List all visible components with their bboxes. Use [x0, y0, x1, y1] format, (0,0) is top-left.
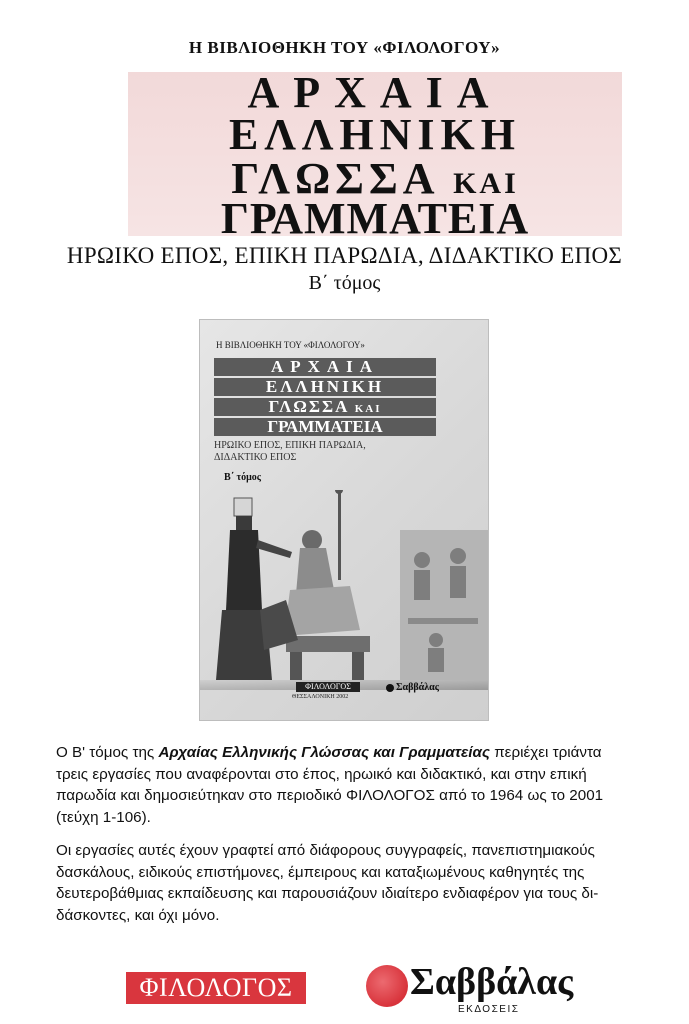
paragraph-1-line-3: παρωδία και δημοσιεύτηκαν στο περιοδικό ΦΙΛΟΛΟΓΟΣ από το 1964 ως το 2001: [56, 787, 604, 804]
paragraph-1-post: περιέχει τριάντα: [489, 744, 602, 761]
cover-volume: Β΄ τόμος: [224, 472, 261, 483]
book-cover: [200, 320, 488, 720]
paragraph-2-line-4: δάσκοντες, και όχι μόνο.: [56, 906, 220, 924]
title-glossa: ΓΛΩΣΣΑ: [231, 154, 438, 203]
series-heading: Η ΒΙΒΛΙΟΘΗΚΗ ΤΟΥ «ΦΙΛΟΛΟΓΟΥ»: [188, 38, 501, 57]
volume-label: Β΄ τόμος: [308, 272, 381, 294]
filologos-logo: ΦΙΛΟΛΟΓΟΣ: [126, 972, 306, 1004]
cover-title-1: ΑΡΧΑΙΑ: [270, 357, 380, 376]
paragraph-2-line-2: δασκάλους, ειδικούς επιστήμονες, έμπειρους και καταξιωμένους καθηγητές της: [56, 863, 585, 881]
cover-subtitle-2: ΔΙΔΑΚΤΙΚΟ ΕΠΟΣ: [214, 452, 297, 463]
savvalas-circle-icon: [366, 965, 408, 1007]
seated-figure: [260, 490, 370, 682]
paragraph-1-line-1: [56, 742, 636, 764]
cover-conjunction: ΚΑΙ: [354, 403, 382, 415]
description-paragraph-2: [56, 840, 636, 926]
cover-title-4: ΓΡΑΜΜΑΤΕΙΑ: [267, 417, 383, 436]
cover-savvalas-logo: Σαββάλας: [396, 682, 439, 693]
cover-savvalas-icon: [386, 684, 394, 692]
cover-glossa: ΓΛΩΣΣΑ: [268, 397, 349, 416]
cover-subtitle: [214, 440, 414, 464]
title-line-1: ΑΡΧΑΙΑ: [247, 68, 503, 117]
standing-figure: [216, 498, 292, 680]
cover-subtitle-1: ΗΡΩΙΚΟ ΕΠΟΣ, ΕΠΙΚΗ ΠΑΡΩΔΙΑ,: [214, 440, 366, 451]
title-line-2: ΕΛΛΗΝΙΚΗ: [229, 110, 521, 159]
savvalas-subtitle: ΕΚΔΟΣΕΙΣ: [458, 1004, 520, 1015]
title-line-4: ΓΡΑΜΜΑΤΕΙΑ: [220, 194, 530, 243]
description-paragraph-1: [56, 742, 636, 828]
cover-publisher-logo: ΦΙΛΟΛΟΓΟΣ: [296, 682, 360, 692]
savvalas-logo: Σαββάλας: [410, 961, 574, 1003]
paragraph-1-line-4: (τεύχη 1-106).: [56, 808, 151, 826]
cover-title-2: ΕΛΛΗΝΙΚΗ: [265, 377, 385, 396]
paragraph-2-line-3: δευτεροβάθμιας εκπαίδευσης και παρουσιάζουν ιδιαίτερο ενδιαφέρον για τους δι-: [56, 885, 599, 902]
subtitle: ΗΡΩΙΚΟ ΕΠΟΣ, ΕΠΙΚΗ ΠΑΡΩΔΙΑ, ΔΙΔΑΚΤΙΚΟ ΕΠΟΣ: [66, 243, 623, 268]
book-title-emphasis: Αρχαίας Ελληνικής Γλώσσας και Γραμματείας: [158, 744, 490, 761]
cover-series: Η ΒΙΒΛΙΟΘΗΚΗ ΤΟΥ «ΦΙΛΟΛΟΓΟΥ»: [216, 340, 365, 350]
cover-title-3: [214, 398, 436, 418]
paragraph-1-pre: Ο Β' τόμος της: [56, 744, 159, 761]
title-conjunction: ΚΑΙ: [453, 167, 519, 200]
cover-city-year: ΘΕΣΣΑΛΟΝΙΚΗ 2002: [292, 694, 349, 700]
paragraph-2-line-1: Οι εργασίες αυτές έχουν γραφτεί από διάφορους συγγραφείς, πανεπιστημιακούς: [56, 842, 595, 859]
cover-relief-illustration: [200, 490, 488, 690]
paragraph-1-line-2: τρεις εργασίες που αναφέρονται στο έπος, ηρωικό και διδακτικό, και στην επική: [56, 765, 587, 783]
